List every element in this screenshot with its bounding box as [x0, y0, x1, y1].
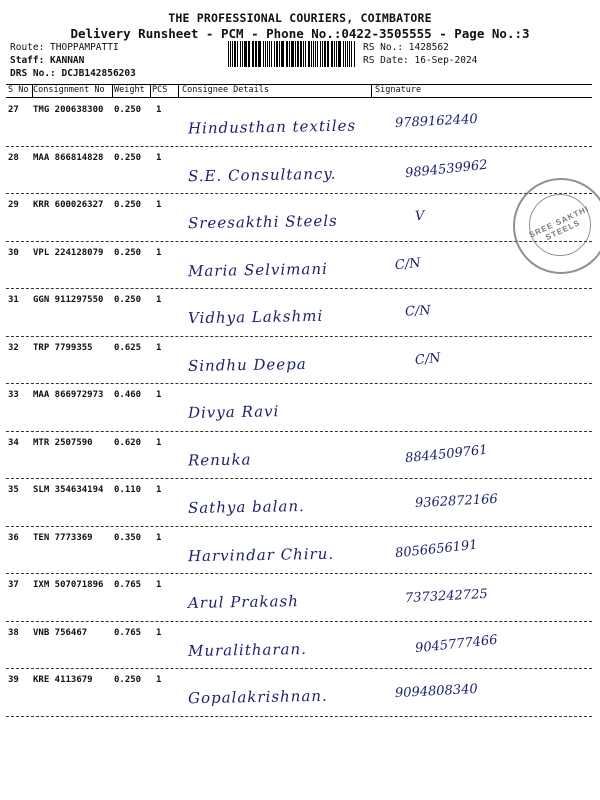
consignee-handwriting: Arul Prakash: [187, 592, 299, 612]
cell-consignment: GGN 911297550: [33, 295, 104, 305]
cell-pcs: 1: [156, 675, 162, 685]
signature-handwriting: 9094808340: [394, 681, 479, 702]
cell-consignment: KRE 4113679: [33, 675, 93, 685]
cell-pcs: 1: [156, 342, 162, 353]
row-divider: [6, 241, 592, 242]
cell-weight: 0.765: [114, 627, 142, 638]
cell-pcs: 1: [156, 105, 162, 115]
col-divider: [150, 84, 151, 98]
row-divider: [6, 573, 592, 574]
row-divider: [6, 288, 592, 289]
cell-sno: 27: [8, 105, 19, 115]
cell-weight: 0.250: [114, 200, 142, 210]
consignee-handwriting: S.E. Consultancy.: [187, 164, 337, 185]
cell-pcs: 1: [156, 580, 162, 590]
table-header-rule: [6, 97, 592, 98]
cell-consignment: TMG 200638300: [33, 105, 104, 115]
route-label: Route: THOPPAMPATTI: [10, 42, 119, 53]
company-title: THE PROFESSIONAL COURIERS, COIMBATORE: [168, 11, 432, 25]
cell-sno: 38: [8, 627, 19, 638]
cell-weight: 0.620: [114, 437, 142, 448]
cell-sno: 39: [8, 675, 19, 685]
runsheet-title: Delivery Runsheet - PCM - Phone No.:0422-3505555 - Page No.:3: [70, 26, 530, 41]
col-divider: [178, 84, 179, 98]
cell-sno: 36: [8, 532, 19, 543]
cell-weight: 0.250: [114, 105, 142, 115]
row-divider: [6, 431, 592, 432]
cell-sno: 30: [8, 247, 19, 258]
cell-consignment: VPL 224128079: [33, 247, 104, 258]
cell-consignment: VNB 756467: [33, 627, 88, 638]
cell-weight: 0.250: [114, 152, 142, 163]
cell-pcs: 1: [156, 437, 162, 448]
signature-handwriting: 9045777466: [414, 632, 499, 656]
barcode: [228, 41, 356, 67]
cell-sno: 29: [8, 200, 19, 210]
signature-handwriting: 9789162440: [394, 111, 479, 132]
cell-pcs: 1: [156, 152, 162, 163]
cell-sno: 31: [8, 295, 19, 305]
consignee-handwriting: Vidhya Lakshmi: [187, 306, 324, 328]
row-divider: [6, 336, 592, 337]
cell-pcs: 1: [156, 485, 162, 495]
row-divider: [6, 526, 592, 527]
row-divider: [6, 193, 592, 194]
consignee-handwriting: Harvindar Chiru.: [187, 544, 335, 565]
cell-consignment: IXM 507071896: [33, 580, 104, 590]
consignee-handwriting: Hindusthan textiles: [187, 116, 357, 138]
cell-weight: 0.765: [114, 580, 142, 590]
col-sno: S No: [8, 85, 29, 95]
table-header: [6, 84, 592, 97]
cell-sno: 34: [8, 437, 19, 448]
cell-sno: 33: [8, 390, 19, 400]
col-consignment: Consignment No: [33, 85, 105, 95]
consignee-handwriting: Sreesakthi Steels: [187, 211, 338, 233]
cell-weight: 0.110: [114, 485, 142, 495]
cell-weight: 0.625: [114, 342, 142, 353]
cell-sno: 32: [8, 342, 19, 353]
cell-weight: 0.250: [114, 675, 142, 685]
consignee-handwriting: Renuka: [187, 449, 252, 470]
row-divider: [6, 146, 592, 147]
consignee-handwriting: Muralitharan.: [187, 639, 308, 660]
signature-handwriting: C/N: [414, 350, 442, 368]
cell-consignment: MAA 866972973: [33, 390, 104, 400]
cell-consignment: TRP 7799355: [33, 342, 93, 353]
cell-consignment: MAA 866814828: [33, 152, 104, 163]
col-signature: Signature: [375, 85, 422, 95]
col-divider: [32, 84, 33, 98]
col-divider: [371, 84, 372, 98]
drs-number: DRS No.: DCJB142856203: [10, 68, 136, 79]
cell-pcs: 1: [156, 247, 162, 258]
cell-weight: 0.350: [114, 532, 142, 543]
signature-handwriting: V: [414, 208, 425, 225]
cell-sno: 35: [8, 485, 19, 495]
cell-pcs: 1: [156, 295, 162, 305]
cell-pcs: 1: [156, 627, 162, 638]
signature-handwriting: 9894539962: [404, 157, 489, 181]
signature-handwriting: 8844509761: [404, 442, 489, 466]
row-divider: [6, 716, 592, 717]
staff-label: Staff: KANNAN: [10, 55, 85, 66]
row-divider: [6, 383, 592, 384]
company-stamp: SREE SAKTHI STEELS: [513, 178, 600, 274]
signature-handwriting: 9362872166: [414, 491, 499, 512]
cell-pcs: 1: [156, 390, 162, 400]
row-divider: [6, 621, 592, 622]
cell-pcs: 1: [156, 200, 162, 210]
signature-handwriting: C/N: [404, 303, 432, 320]
col-consignee: Consignee Details: [182, 85, 269, 95]
rs-date: RS Date: 16-Sep-2024: [363, 55, 478, 66]
cell-weight: 0.250: [114, 295, 142, 305]
rs-number: RS No.: 1428562: [363, 42, 449, 53]
cell-pcs: 1: [156, 532, 162, 543]
cell-consignment: SLM 354634194: [33, 485, 104, 495]
signature-handwriting: 8056656191: [394, 537, 479, 561]
consignee-handwriting: Sindhu Deepa: [187, 354, 307, 375]
col-pcs: PCS: [152, 85, 168, 95]
signature-handwriting: C/N: [394, 255, 422, 273]
cell-consignment: MTR 2507590: [33, 437, 93, 448]
consignee-handwriting: Divya Ravi: [187, 402, 280, 422]
signature-handwriting: 7373242725: [404, 586, 489, 607]
cell-sno: 28: [8, 152, 19, 163]
cell-sno: 37: [8, 580, 19, 590]
col-divider: [112, 84, 113, 98]
cell-weight: 0.460: [114, 390, 142, 400]
row-divider: [6, 668, 592, 669]
cell-weight: 0.250: [114, 247, 142, 258]
consignee-handwriting: Sathya balan.: [187, 496, 305, 518]
col-weight: Weight: [114, 85, 145, 95]
consignee-handwriting: Gopalakrishnan.: [187, 686, 328, 708]
cell-consignment: KRR 600026327: [33, 200, 104, 210]
row-divider: [6, 478, 592, 479]
consignee-handwriting: Maria Selvimani: [187, 259, 328, 280]
cell-consignment: TEN 7773369: [33, 532, 93, 543]
